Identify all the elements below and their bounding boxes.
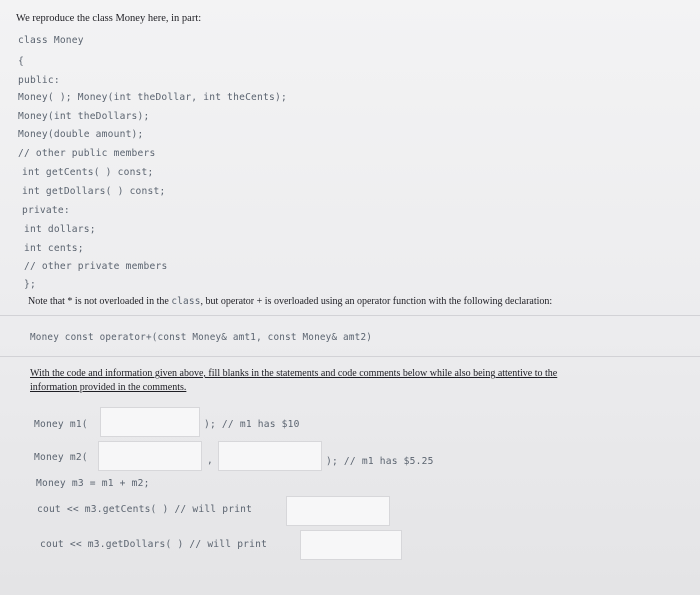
operator-declaration: Money const operator+(const Money& amt1, const Money& amt2) [30, 332, 373, 343]
m2-statement-suffix: ); // m1 has $5.25 [326, 456, 434, 467]
divider [0, 315, 700, 316]
dollars-output-blank[interactable] [300, 530, 402, 560]
divider [0, 356, 700, 357]
instructions-line-2: information provided in the comments. [30, 382, 187, 393]
code-line: Money(double amount); [18, 129, 144, 140]
code-line: class Money [18, 35, 84, 46]
code-line: }; [24, 279, 36, 290]
code-line: Money(int theDollars); [18, 111, 150, 122]
m1-argument-blank[interactable] [100, 407, 200, 437]
instructions-line-1: With the code and information given above, fill blanks in the statements and code comments below while also being attentive to the [30, 368, 558, 379]
m1-statement-suffix: ); // m1 has $10 [204, 419, 300, 430]
code-line: public: [18, 75, 60, 86]
m3-statement: Money m3 = m1 + m2; [36, 478, 150, 489]
code-line: int getCents( ) const; [22, 167, 154, 178]
cents-output-blank[interactable] [286, 496, 390, 526]
dollars-statement: cout << m3.getDollars( ) // will print [40, 539, 268, 550]
note-class-word: class [171, 296, 201, 307]
m2-argument2-blank[interactable] [218, 441, 322, 471]
note-prefix: Note that * is not overloaded in the [28, 296, 172, 307]
code-line: private: [22, 205, 70, 216]
code-line: int cents; [24, 243, 84, 254]
code-line: // other private members [24, 261, 168, 272]
m1-statement-prefix: Money m1( [34, 419, 88, 430]
m2-argument1-blank[interactable] [98, 441, 202, 471]
cents-statement: cout << m3.getCents( ) // will print [37, 504, 253, 515]
code-line: int dollars; [24, 224, 96, 235]
note-mid: , but operator + is overloaded using an operator function with the following declaration: [200, 296, 553, 307]
code-line: Money( ); Money(int theDollar, int theCents); [18, 92, 287, 103]
m2-comma: , [207, 455, 213, 466]
code-line: int getDollars( ) const; [22, 186, 166, 197]
intro-text: We reproduce the class Money here, in part: [16, 13, 202, 24]
m2-statement-prefix: Money m2( [34, 452, 88, 463]
note-text [28, 296, 552, 307]
code-line: { [18, 56, 24, 67]
code-line: // other public members [18, 148, 156, 159]
